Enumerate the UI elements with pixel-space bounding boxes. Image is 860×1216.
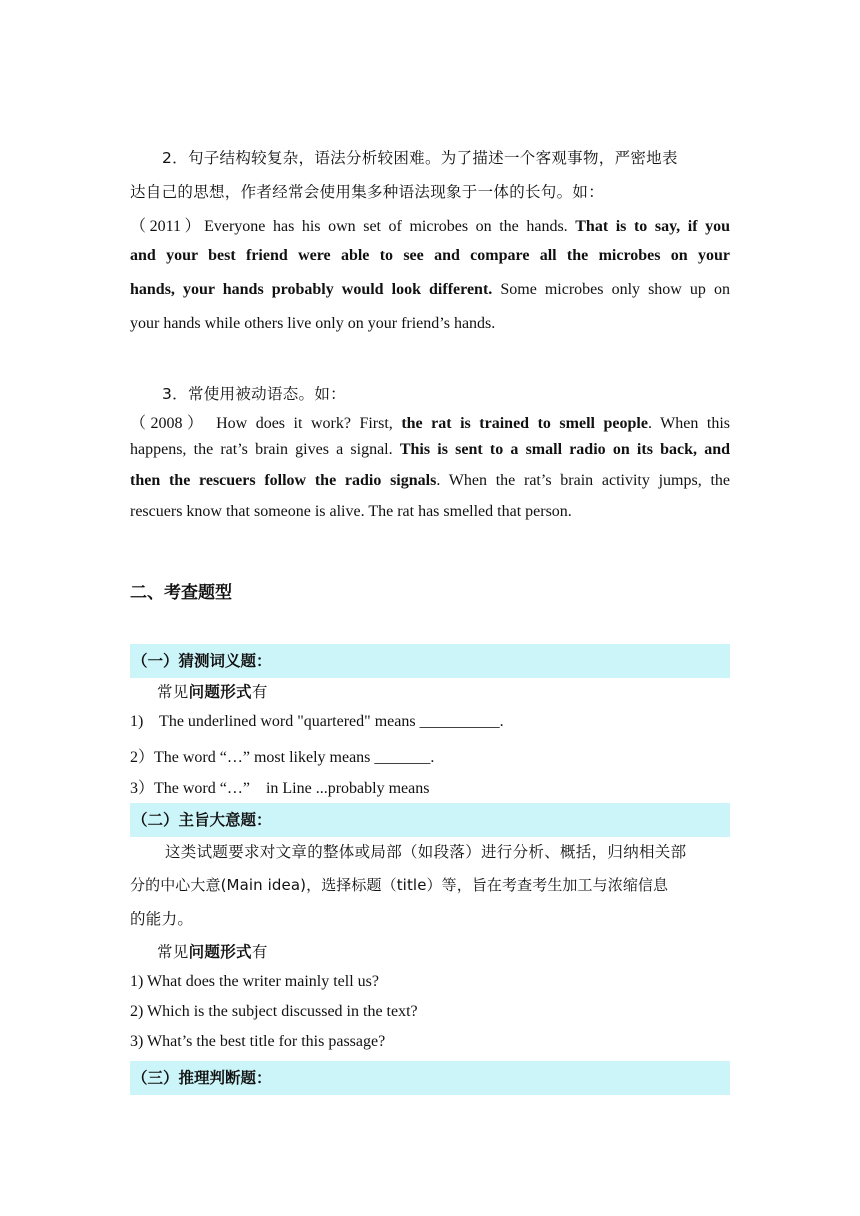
common-forms-label: [157, 940, 757, 962]
example-2011-line-3: [130, 281, 730, 299]
question-type-1-title: （一）猜测词义题：: [130, 644, 730, 678]
example-2011-line-1: [130, 213, 730, 236]
common-forms-suffix: 有: [251, 683, 268, 701]
common-forms-label: [157, 680, 757, 702]
common-forms-bold: 问题形式: [188, 943, 252, 961]
question-type-2-desc-line-3: 的能力。: [130, 910, 194, 928]
question-type-2-title: （二）主旨大意题：: [130, 803, 730, 837]
question-type-1-item: 1) The underlined word "quartered" means __________.: [130, 713, 504, 730]
question-type-2-desc-line-1: 这类试题要求对文章的整体或局部（如段落）进行分析、概括，归纳相关部: [165, 843, 687, 861]
example-2011-line-2: [130, 247, 730, 265]
example-2008-bold: the rat is trained to smell people: [401, 415, 648, 432]
question-type-2-desc-line-2: 分的中心大意(Main idea)，选择标题（title）等，旨在考查考生加工与浓缩信息: [130, 876, 669, 894]
example-2011-text: （2011）Everyone has his own set of microbes on the hands.: [130, 218, 576, 235]
common-forms-suffix: 有: [251, 943, 268, 961]
example-2011-line-4: your hands while others live only on your friend’s hands.: [130, 315, 496, 332]
example-2008-bold: then the rescuers follow the radio signals: [130, 472, 437, 489]
example-2008-text: （2008） How does it work? First,: [130, 415, 402, 432]
para-2-line-1: 2．句子结构较复杂，语法分析较困难。为了描述一个客观事物，严密地表: [162, 149, 678, 167]
example-2011-bold: hands, your hands probably would look different.: [130, 281, 493, 298]
question-type-1-item: 2）The word “…” most likely means _______.: [130, 749, 435, 766]
question-type-3-title: （三）推理判断题：: [130, 1061, 730, 1095]
common-forms-prefix: 常见: [157, 943, 189, 961]
example-2008-line-2: [130, 441, 730, 459]
question-type-2-item: 2) Which is the subject discussed in the text?: [130, 1003, 418, 1020]
example-2008-text: . When the rat’s brain activity jumps, the: [436, 472, 730, 489]
section-heading: 二、考查题型: [130, 583, 232, 603]
question-type-2-item: 3) What’s the best title for this passage?: [130, 1033, 386, 1050]
example-2011-bold: and your best friend were able to see and compare all the microbes on your: [130, 247, 730, 264]
example-2008-line-4: rescuers know that someone is alive. The rat has smelled that person.: [130, 503, 572, 520]
example-2008-bold: This is sent to a small radio on its back, and: [399, 441, 731, 458]
question-type-1-item: 3）The word “…” in Line ...probably means: [130, 780, 430, 797]
common-forms-prefix: 常见: [157, 683, 189, 701]
example-2008-text: happens, the rat’s brain gives a signal.: [130, 441, 400, 458]
example-2011-text: Some microbes only show up on: [492, 281, 730, 298]
example-2008-line-3: [130, 472, 730, 490]
example-2011-bold: That is to say, if you: [575, 218, 730, 235]
question-type-2-item: 1) What does the writer mainly tell us?: [130, 973, 379, 990]
para-3-title: 3．常使用被动语态。如：: [162, 385, 346, 403]
example-2008-line-1: [130, 410, 730, 433]
common-forms-bold: 问题形式: [188, 683, 252, 701]
example-2008-text: . When this: [647, 415, 730, 432]
para-2-line-2: 达自己的思想，作者经常会使用集多种语法现象于一体的长句。如：: [130, 183, 605, 201]
